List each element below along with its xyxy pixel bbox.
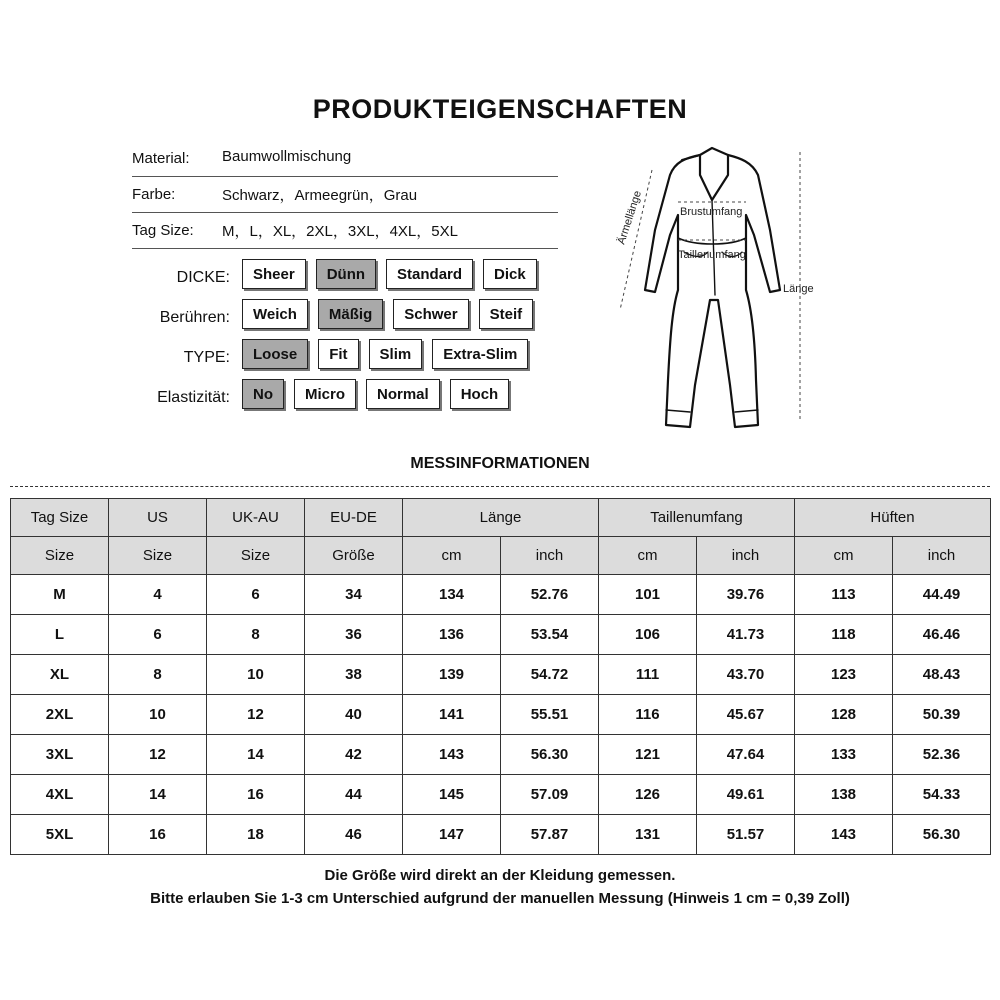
table-cell: L [11, 615, 109, 655]
table-cell: M [11, 575, 109, 615]
option-box: Dick [483, 259, 537, 289]
table-cell: 101 [599, 575, 697, 615]
table-row [11, 695, 991, 735]
table-cell: 34 [305, 575, 403, 615]
option-boxes [242, 339, 528, 369]
table-subheader-cell: cm [599, 537, 697, 575]
table-cell: 113 [795, 575, 893, 615]
table-header-row [11, 499, 991, 537]
note-line-1: Die Größe wird direkt an der Kleidung gemessen. [324, 867, 676, 884]
table-cell: 106 [599, 615, 697, 655]
option-label: TYPE: [183, 349, 230, 366]
option-box: Normal [366, 379, 440, 409]
table-cell: 43.70 [697, 655, 795, 695]
table-cell: 116 [599, 695, 697, 735]
option-boxes [242, 259, 537, 289]
table-cell: 36 [305, 615, 403, 655]
table-cell: 121 [599, 735, 697, 775]
page-title: PRODUKTEIGENSCHAFTEN [312, 94, 688, 124]
jumpsuit-diagram [600, 140, 840, 430]
table-cell: 136 [403, 615, 501, 655]
table-header-cell: Hüften [795, 499, 991, 537]
table-subheader-cell: inch [893, 537, 991, 575]
property-value: Baumwollmischung [222, 148, 352, 165]
table-cell: 123 [795, 655, 893, 695]
table-subheader-cell: Size [109, 537, 207, 575]
option-box: Steif [479, 299, 534, 329]
table-cell: 4 [109, 575, 207, 615]
table-cell: 56.30 [893, 815, 991, 855]
property-color [132, 176, 558, 213]
option-box: Micro [294, 379, 356, 409]
option-box: No [242, 379, 284, 409]
table-subheader-cell: cm [795, 537, 893, 575]
table-cell: 41.73 [697, 615, 795, 655]
table-cell: 2XL [11, 695, 109, 735]
waist-label: Taillenumfang [678, 249, 746, 261]
option-label: DICKE: [176, 269, 230, 286]
option-label: Berühren: [159, 309, 230, 326]
table-cell: 118 [795, 615, 893, 655]
table-cell: 134 [403, 575, 501, 615]
table-cell: 52.36 [893, 735, 991, 775]
option-boxes [242, 299, 533, 329]
option-row [0, 379, 600, 413]
option-box: Extra-Slim [432, 339, 528, 369]
table-cell: 16 [207, 775, 305, 815]
table-row [11, 815, 991, 855]
table-cell: 8 [207, 615, 305, 655]
table-cell: 54.72 [501, 655, 599, 695]
option-box: Weich [242, 299, 308, 329]
table-cell: 126 [599, 775, 697, 815]
table-cell: 3XL [11, 735, 109, 775]
table-cell: 14 [109, 775, 207, 815]
table-cell: 139 [403, 655, 501, 695]
table-row [11, 575, 991, 615]
table-cell: 143 [403, 735, 501, 775]
table-row [11, 775, 991, 815]
property-value: Schwarz，Armeegrün，Grau [222, 187, 418, 204]
table-subheader-cell: Größe [305, 537, 403, 575]
table-cell: 56.30 [501, 735, 599, 775]
table-cell: 48.43 [893, 655, 991, 695]
length-label: Länge [783, 283, 814, 295]
table-cell: 46.46 [893, 615, 991, 655]
table-header-cell: Taillenumfang [599, 499, 795, 537]
property-label: Material: [132, 150, 190, 167]
option-box: Fit [318, 339, 358, 369]
table-cell: 131 [599, 815, 697, 855]
table-cell: 6 [109, 615, 207, 655]
section-title: MESSINFORMATIONEN [410, 455, 590, 472]
table-header-cell: Länge [403, 499, 599, 537]
table-cell: 39.76 [697, 575, 795, 615]
table-cell: 52.76 [501, 575, 599, 615]
table-cell: 111 [599, 655, 697, 695]
table-cell: 47.64 [697, 735, 795, 775]
table-header-cell: UK-AU [207, 499, 305, 537]
table-cell: 6 [207, 575, 305, 615]
option-box: Loose [242, 339, 308, 369]
table-cell: 145 [403, 775, 501, 815]
sleeve-label: Ärmellänge [615, 189, 645, 246]
table-cell: 45.67 [697, 695, 795, 735]
table-cell: 12 [109, 735, 207, 775]
table-header-cell: Tag Size [11, 499, 109, 537]
table-cell: 44.49 [893, 575, 991, 615]
table-header-cell: US [109, 499, 207, 537]
table-cell: 54.33 [893, 775, 991, 815]
table-cell: 14 [207, 735, 305, 775]
table-cell: 133 [795, 735, 893, 775]
property-label: Tag Size: [132, 222, 194, 239]
property-material [132, 140, 558, 177]
table-header-cell: EU-DE [305, 499, 403, 537]
table-cell: 10 [207, 655, 305, 695]
option-box: Schwer [393, 299, 468, 329]
table-subheader-row [11, 537, 991, 575]
table-cell: 128 [795, 695, 893, 735]
size-table [10, 498, 991, 855]
option-label: Elastizität: [157, 389, 230, 406]
table-cell: 57.09 [501, 775, 599, 815]
option-box: Slim [369, 339, 423, 369]
table-cell: 38 [305, 655, 403, 695]
option-row [0, 339, 600, 373]
table-row [11, 615, 991, 655]
table-cell: 141 [403, 695, 501, 735]
table-cell: 147 [403, 815, 501, 855]
option-box: Sheer [242, 259, 306, 289]
table-subheader-cell: Size [207, 537, 305, 575]
property-label: Farbe: [132, 186, 176, 203]
table-subheader-cell: inch [697, 537, 795, 575]
table-body [11, 575, 991, 855]
table-cell: 51.57 [697, 815, 795, 855]
note-line-2: Bitte erlauben Sie 1-3 cm Unterschied aufgrund der manuellen Messung (Hinweis 1 cm = 0,39 Zoll) [150, 890, 850, 907]
option-boxes [242, 379, 509, 409]
table-cell: 138 [795, 775, 893, 815]
option-box: Standard [386, 259, 473, 289]
table-cell: 4XL [11, 775, 109, 815]
table-subheader-cell: cm [403, 537, 501, 575]
dashed-divider [10, 486, 990, 487]
option-box: Mäßig [318, 299, 383, 329]
table-cell: 55.51 [501, 695, 599, 735]
property-tag-size [132, 212, 558, 249]
table-cell: 44 [305, 775, 403, 815]
table-cell: 42 [305, 735, 403, 775]
option-box: Dünn [316, 259, 376, 289]
property-value: M，L，XL，2XL，3XL，4XL，5XL [222, 223, 458, 240]
table-cell: 49.61 [697, 775, 795, 815]
table-cell: XL [11, 655, 109, 695]
table-cell: 57.87 [501, 815, 599, 855]
table-cell: 16 [109, 815, 207, 855]
option-row [0, 259, 600, 293]
table-cell: 143 [795, 815, 893, 855]
chest-label: Brustumfang [680, 206, 743, 218]
table-cell: 53.54 [501, 615, 599, 655]
table-cell: 40 [305, 695, 403, 735]
table-cell: 46 [305, 815, 403, 855]
option-box: Hoch [450, 379, 510, 409]
table-row [11, 655, 991, 695]
table-cell: 8 [109, 655, 207, 695]
table-cell: 5XL [11, 815, 109, 855]
table-subheader-cell: inch [501, 537, 599, 575]
table-row [11, 735, 991, 775]
table-cell: 50.39 [893, 695, 991, 735]
option-row [0, 299, 600, 333]
table-cell: 12 [207, 695, 305, 735]
table-cell: 18 [207, 815, 305, 855]
table-cell: 10 [109, 695, 207, 735]
table-subheader-cell: Size [11, 537, 109, 575]
